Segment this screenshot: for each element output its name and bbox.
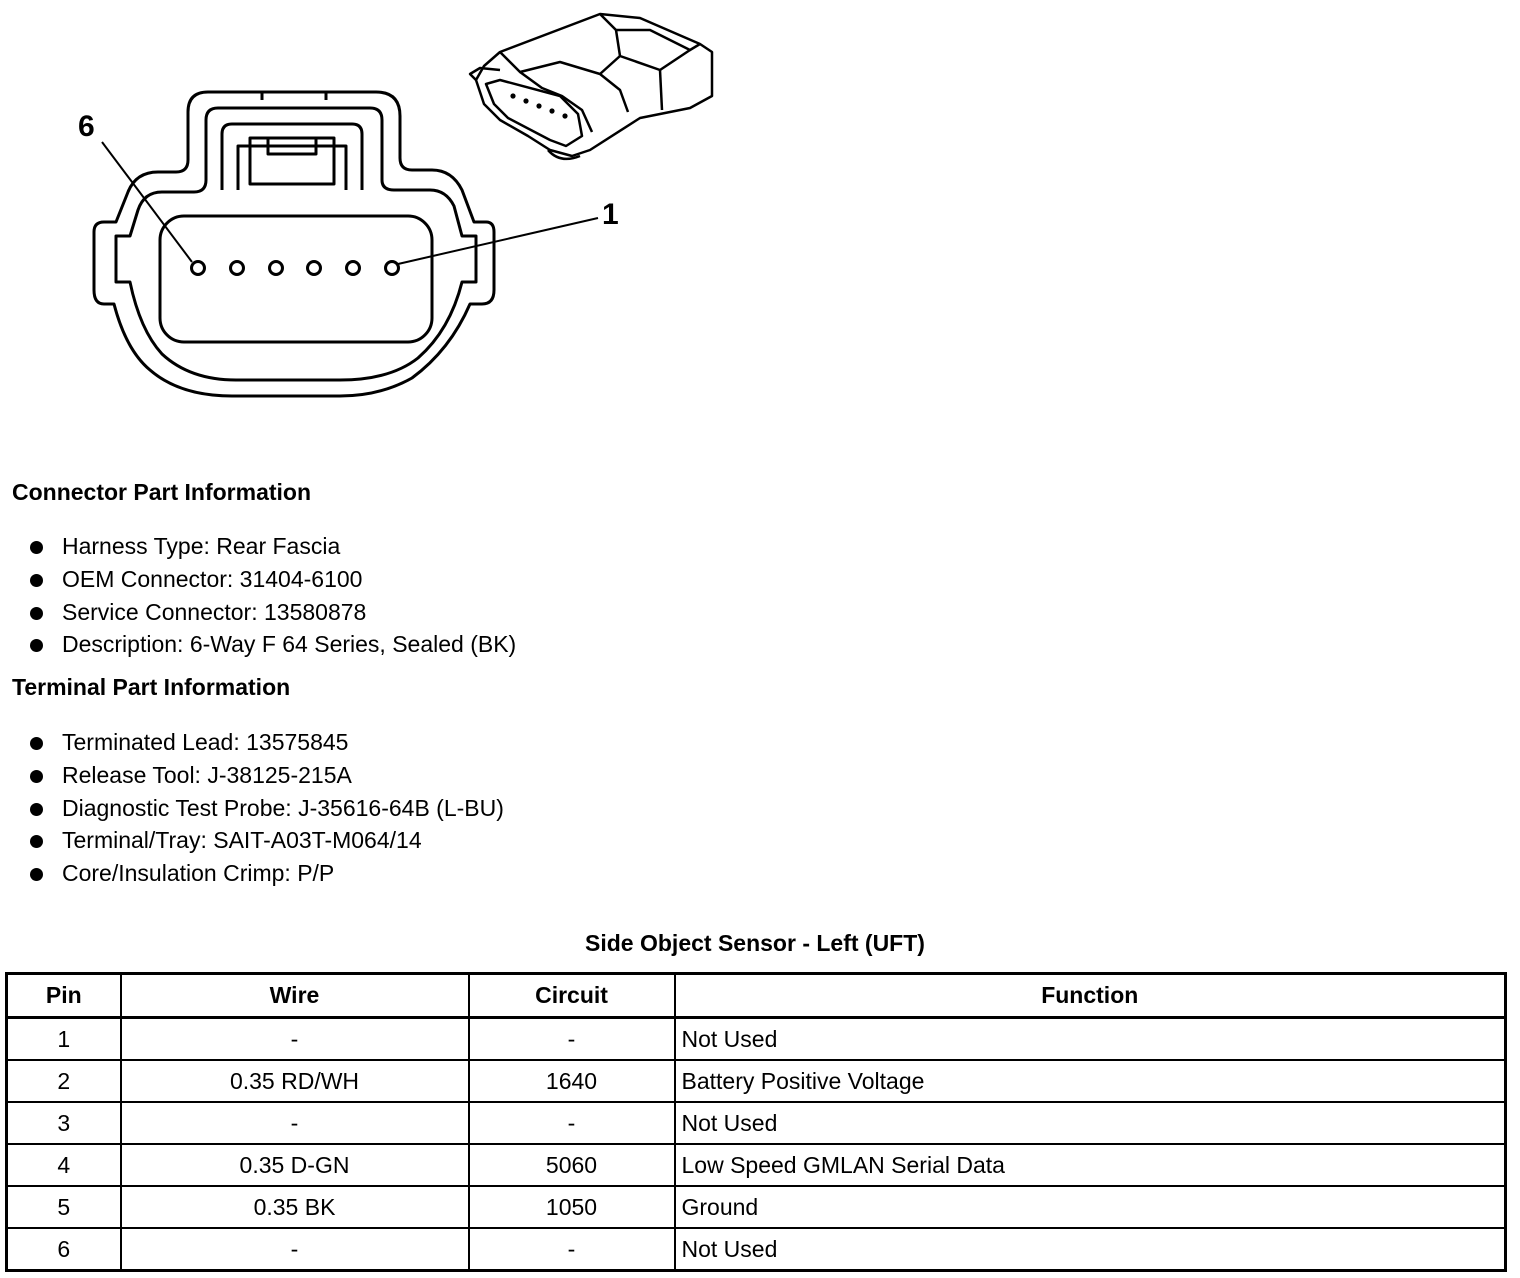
cell-function: Not Used	[675, 1228, 1506, 1271]
connector-perspective-view	[470, 14, 712, 159]
table-row	[7, 1102, 1506, 1144]
list-item: Release Tool: J-38125-215A	[28, 759, 504, 792]
pin-5	[231, 262, 244, 275]
list-item: Harness Type: Rear Fascia	[28, 530, 516, 563]
column-header-wire: Wire	[121, 974, 469, 1018]
table-header-row	[7, 974, 1506, 1018]
bullet-icon	[30, 835, 43, 848]
cell-pin: 5	[7, 1186, 121, 1228]
pin-6	[192, 262, 205, 275]
pin-label-6: 6	[78, 110, 95, 143]
cell-pin: 3	[7, 1102, 121, 1144]
connector-latch	[222, 124, 362, 190]
cell-function: Not Used	[675, 1018, 1506, 1061]
cell-function: Not Used	[675, 1102, 1506, 1144]
cell-function: Ground	[675, 1186, 1506, 1228]
cell-pin: 1	[7, 1018, 121, 1061]
bullet-icon	[30, 541, 43, 554]
cell-wire: 0.35 BK	[121, 1186, 469, 1228]
list-item: OEM Connector: 31404-6100	[28, 563, 516, 596]
bullet-icon	[30, 868, 43, 881]
terminal-part-list	[28, 726, 504, 890]
cell-wire: 0.35 RD/WH	[121, 1060, 469, 1102]
pin-1	[386, 262, 399, 275]
cell-circuit: 5060	[469, 1144, 675, 1186]
bullet-icon	[30, 803, 43, 816]
cell-circuit: -	[469, 1102, 675, 1144]
pin-cavity	[160, 216, 432, 342]
cell-pin: 4	[7, 1144, 121, 1186]
pin-3	[308, 262, 321, 275]
pin-4	[270, 262, 283, 275]
cell-wire: -	[121, 1018, 469, 1061]
connector-diagram	[0, 0, 760, 440]
list-item: Terminated Lead: 13575845	[28, 726, 504, 759]
cell-function: Battery Positive Voltage	[675, 1060, 1506, 1102]
table-row	[7, 1228, 1506, 1271]
bullet-icon	[30, 607, 43, 620]
column-header-function: Function	[675, 974, 1506, 1018]
pin-2	[347, 262, 360, 275]
cell-circuit: 1050	[469, 1186, 675, 1228]
cell-function: Low Speed GMLAN Serial Data	[675, 1144, 1506, 1186]
column-header-circuit: Circuit	[469, 974, 675, 1018]
table-row	[7, 1018, 1506, 1061]
list-item: Diagnostic Test Probe: J-35616-64B (L-BU)	[28, 792, 504, 825]
table-title: Side Object Sensor - Left (UFT)	[585, 930, 925, 956]
cell-pin: 2	[7, 1060, 121, 1102]
pinout-table	[5, 972, 1507, 1272]
cell-pin: 6	[7, 1228, 121, 1271]
bullet-icon	[30, 639, 43, 652]
cell-wire: -	[121, 1102, 469, 1144]
bullet-icon	[30, 770, 43, 783]
column-header-pin: Pin	[7, 974, 121, 1018]
bullet-icon	[30, 574, 43, 587]
pin-label-1: 1	[602, 198, 619, 231]
list-item: Description: 6-Way F 64 Series, Sealed (BK)	[28, 628, 516, 661]
bullet-icon	[30, 737, 43, 750]
terminal-part-heading: Terminal Part Information	[12, 674, 291, 700]
table-row	[7, 1186, 1506, 1228]
cell-circuit: -	[469, 1018, 675, 1061]
list-item: Core/Insulation Crimp: P/P	[28, 857, 504, 890]
connector-part-heading: Connector Part Information	[12, 479, 312, 505]
table-row	[7, 1144, 1506, 1186]
list-item: Service Connector: 13580878	[28, 596, 516, 629]
cell-circuit: -	[469, 1228, 675, 1271]
connector-part-list	[28, 530, 516, 661]
table-row	[7, 1060, 1506, 1102]
cell-wire: 0.35 D-GN	[121, 1144, 469, 1186]
cell-wire: -	[121, 1228, 469, 1271]
list-item: Terminal/Tray: SAIT-A03T-M064/14	[28, 824, 504, 857]
cell-circuit: 1640	[469, 1060, 675, 1102]
